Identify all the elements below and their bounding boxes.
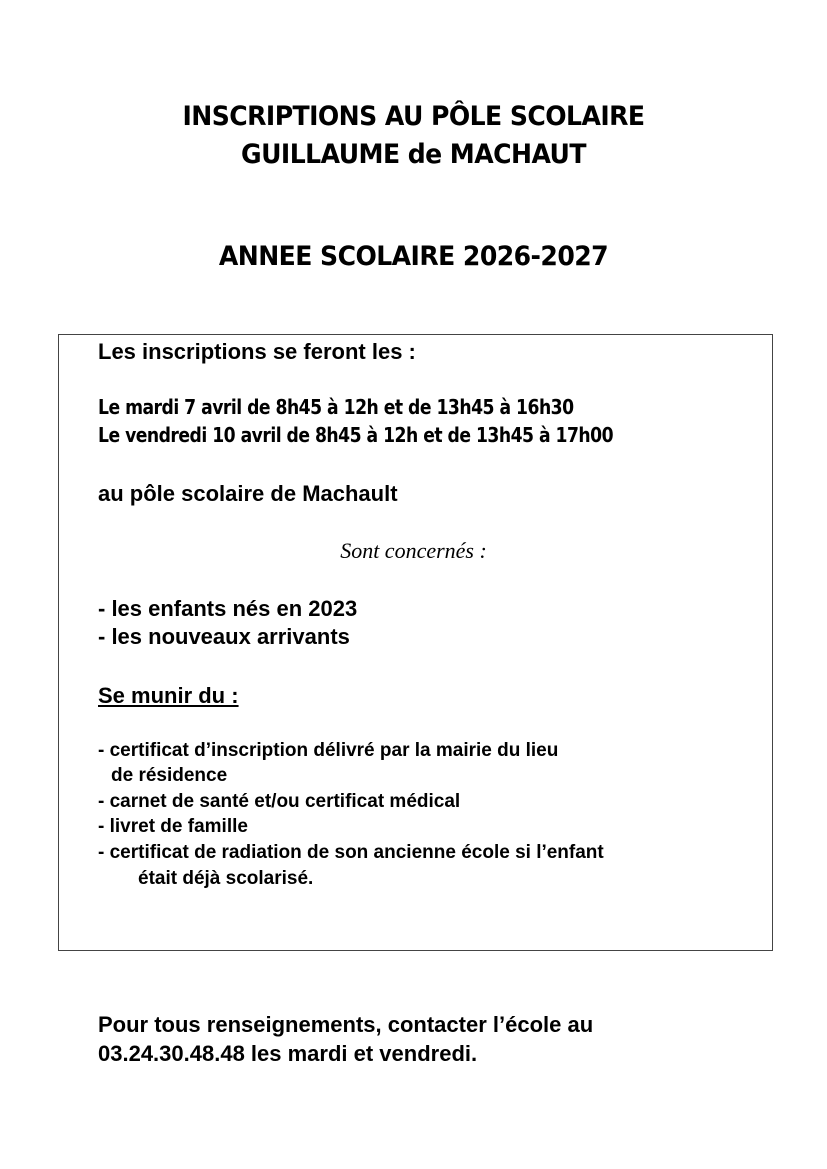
footer-contact-line1: Pour tous renseignements, contacter l’école au [98, 1012, 594, 1037]
document-item: - carnet de santé et/ou certificat médical [98, 791, 461, 812]
document-item: - livret de famille [98, 816, 248, 837]
page-title-line2: GUILLAUME de MACHAUT [241, 139, 586, 170]
concerned-item: - les nouveaux arrivants [98, 624, 350, 649]
document-item-continuation: de résidence [111, 765, 228, 786]
documents-heading: Se munir du : [98, 683, 239, 708]
document-item: - certificat d’inscription délivré par la mairie du lieu [98, 740, 559, 761]
concerned-heading: Sont concernés : [340, 538, 487, 563]
concerned-item: - les enfants nés en 2023 [98, 596, 358, 621]
school-year-title: ANNEE SCOLAIRE 2026-2027 [218, 241, 609, 272]
page-title-line1: INSCRIPTIONS AU PÔLE SCOLAIRE [182, 101, 645, 132]
date-line-2: Le vendredi 10 avril de 8h45 à 12h et de 13h45 à 17h00 [98, 423, 614, 447]
location-text: au pôle scolaire de Machault [98, 481, 398, 506]
intro-text: Les inscriptions se feront les : [98, 339, 416, 364]
date-line-1: Le mardi 7 avril de 8h45 à 12h et de 13h45 à 16h30 [98, 395, 574, 419]
footer-contact-line2: 03.24.30.48.48 les mardi et vendredi. [98, 1041, 478, 1066]
document-item: - certificat de radiation de son ancienne école si l’enfant [98, 842, 604, 863]
document-item-continuation: était déjà scolarisé. [138, 868, 314, 889]
